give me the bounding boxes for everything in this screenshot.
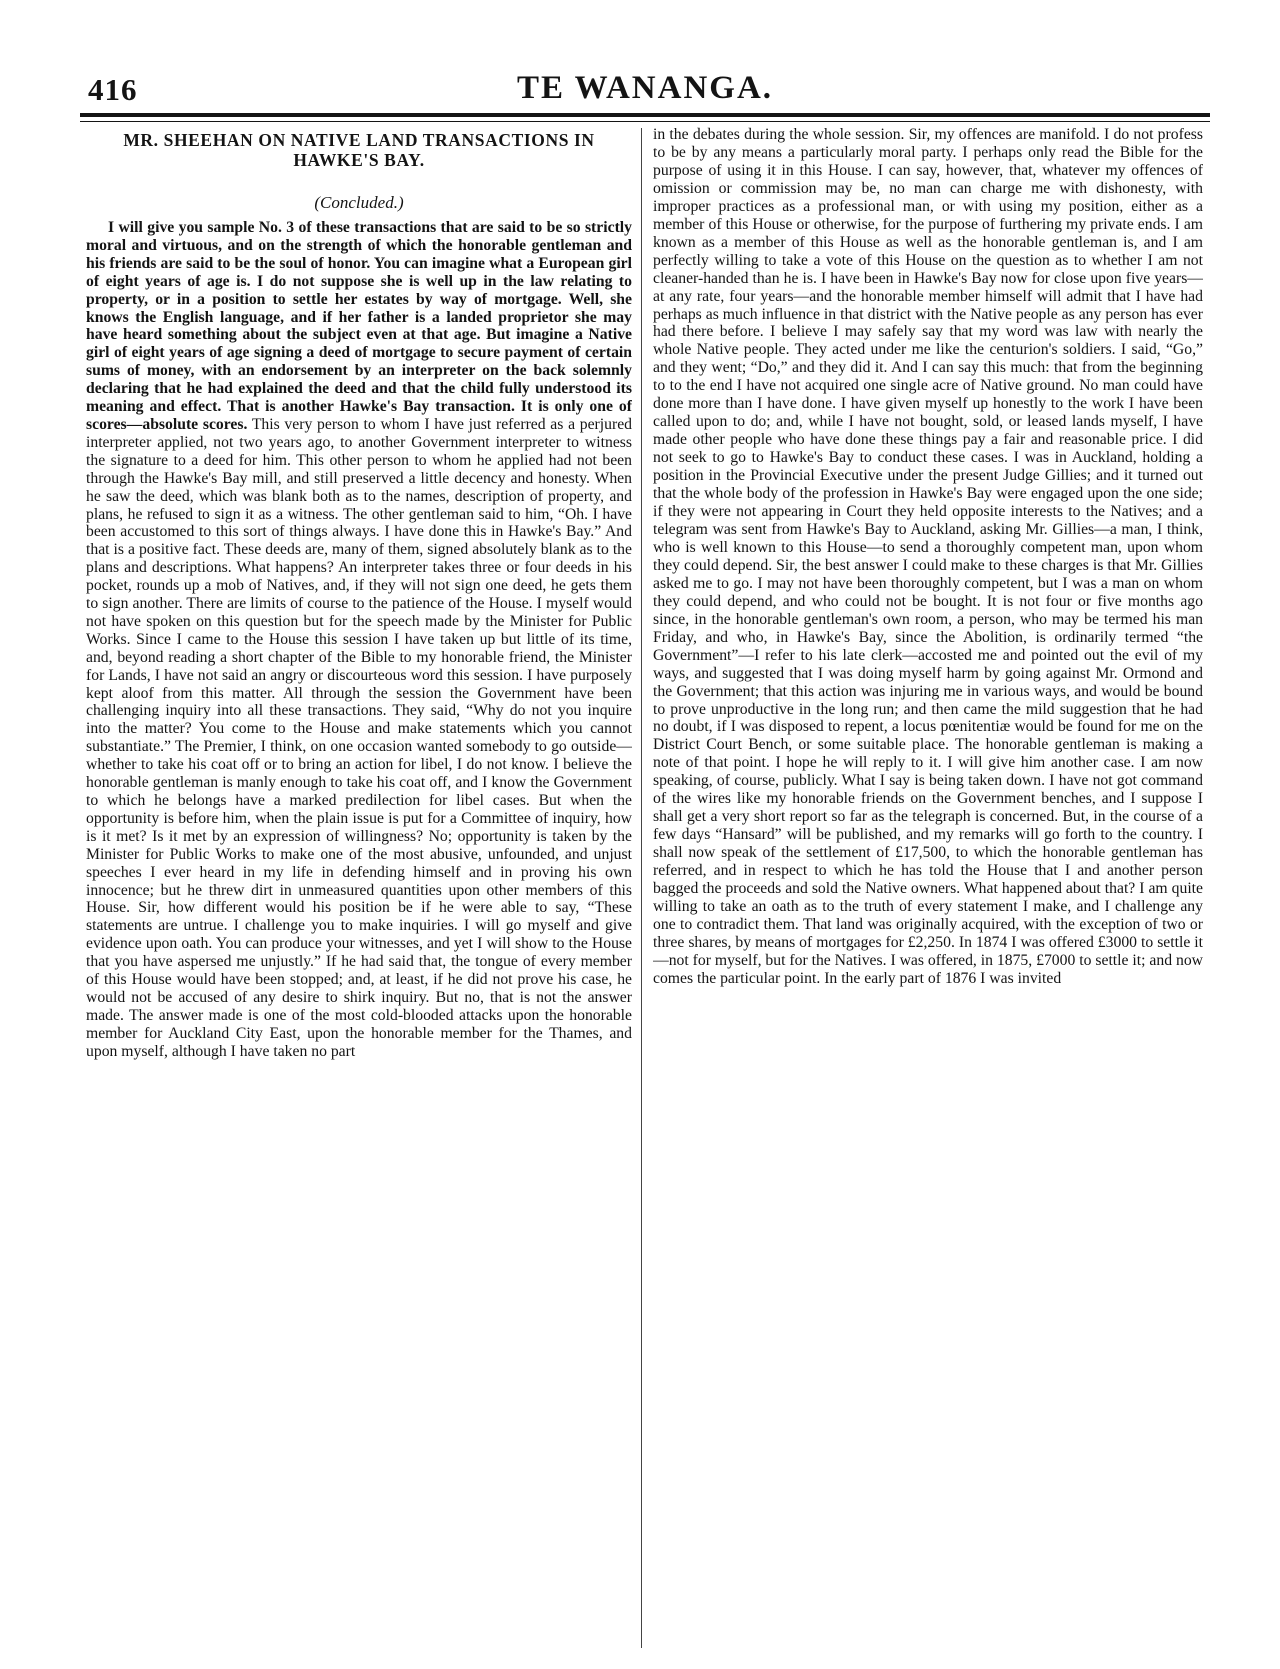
page-number: 416 <box>88 72 138 107</box>
article-lead-paragraph: I will give you sample No. 3 of these transactions that are said to be so strictly moral and virtuous, and on the strength of which the honorable gentleman and his friends are said to be the soul of honor. You can imagine what a European girl of eight years of age is. I do not suppose she is well up in the law relating to property, or in a position to settle her estates by way of mortgage. Well, she knows the English language, and if her father is a landed proprietor she may have heard something about the subject even at that age. But imagine a Native girl of eight years of age signing a deed of mortgage to secure payment of certain sums of money, with an endorsement by an interpreter on the back solemnly declaring that he had explained the deed and that the child fully understood its meaning and effect. That is another Hawke's Bay transaction. It is only one of scores—absolute scores. <box>86 219 632 433</box>
article-column-right <box>653 126 1203 1656</box>
article-subhead: (Concluded.) <box>314 193 404 212</box>
article-continuation-left: This very person to whom I have just referred as a perjured interpreter applied, not two years ago, to another Government interpreter to witness the signature to a deed for him. This other person to whom he applied had not been through the Hawke's Bay mill, and still preserved a little decency and honesty. When he saw the deed, which was blank both as to the names, description of property, and plans, he refused to sign it as a witness. The other gentleman said to him, “Oh. I have been accustomed to this sort of things always. I have done this in Hawke's Bay.” And that is a positive fact. These deeds are, many of them, signed absolutely blank as to the plans and descriptions. What happens? An interpreter takes three or four deeds in his pocket, rounds up a mob of Natives, and, if they will not sign one deed, he gets them to sign another. There are limits of course to the patience of the House. I myself would not have spoken on this question but for the speech made by the Minister for Public Works. Since I came to the House this session I have taken up but little of its time, and, beyond reading a short chapter of the Bible to my honorable friend, the Minister for Lands, I have not said an angry or discourteous word this session. I have purposely kept aloof from this matter. All through the session the Government have been challenging inquiry into all these transactions. They said, “Why do not you inquire into the matter? You come to the House and make statements which you cannot substantiate.” The Premier, I think, on one occasion wanted somebody to go outside—whether to take his coat off or to bring an action for libel, I do not know. I believe the honorable gentleman is manly enough to take his coat off, and I know the Government to which he belongs have a marked predilection for libel cases. But when the opportunity is before him, when the plain issue is put for a Committee of inquiry, how is it met? Is it met by an expression of willingness? No; opportunity is taken by the Minister for Public Works to make one of the most abusive, unfounded, and unjust speeches I ever heard in my life in defending himself and in proving his own innocence; but he threw dirt in unmeasured quantities upon other members of this House. Sir, how different would his position be if he were able to say, “These statements are untrue. I challenge you to make inquiries. I will go myself and give evidence upon oath. You can produce your witnesses, and yet I will show to the House that you have aspersed me unjustly.” If he had said that, the tongue of every member of this House would have been stopped; and, at least, if he did not prove his case, he would not be accused of any desire to shirk inquiry. But no, that is not the answer made. The answer made is one of the most cold-blooded attacks upon the honorable member for Auckland City East, upon the honorable member for the Thames, and upon myself, although I have taken no part <box>86 415 632 1060</box>
article-headline: MR. SHEEHAN ON NATIVE LAND TRANSACTIONS IN HAWKE'S BAY. <box>123 130 595 170</box>
column-divider <box>641 128 642 1648</box>
article-body-right: in the debates during the whole session. Sir, my offences are manifold. I do not profess to be by any means a particularly moral party. I perhaps only read the Bible for the purpose of using it in this House. I can say, however, that, whatever my offences of omission or commission may be, no man can charge me with dishonesty, with improper practices as a professional man, or with using my position, either as a member of this House or otherwise, for the purpose of furthering my private ends. I am known as a member of this House as well as the honorable gentleman is, and I am perfectly willing to take a vote of this House on the question as to whether I am not cleaner-handed than he is. I have been in Hawke's Bay now for close upon five years—at any rate, four years—and the honorable member himself will admit that I have had perhaps as much influence in that district with the Native people as any person has ever had there before. I believe I may safely say that my word was law with nearly the whole Native people. They acted under me like the centurion's soldiers. I said, “Go,” and they went; “Do,” and they did it. And I can say this much: that from the beginning to to the end I have not acquired one single acre of Native ground. No man could have done more than I have done. I have given myself up honestly to the work I have been called upon to do; and, while I have not bought, sold, or leased lands myself, I have made other people who have done these things pay a fair and reasonable price. I did not seek to go to Hawke's Bay to conduct these cases. I was in Auckland, holding a position in the Provincial Executive under the present Judge Gillies; and it turned out that the whole body of the profession in Hawke's Bay were engaged upon the one side; if they were not appearing in Court they held opposite interests to the Natives; and a telegram was sent from Hawke's Bay to Auckland, asking Mr. Gillies—a man, I think, who is well known to this House—to send a thoroughly competent man, upon whom they could depend. Sir, the best answer I could make to these charges is that Mr. Gillies asked me to go. I may not have been thoroughly competent, but I was a man on whom they could depend, and who could not be bought. It is not four or five months ago since, in the honorable gentleman's own room, a person, who may be termed his man Friday, and who, in Hawke's Bay, since the Abolition, is ordinarily termed “the Government”—I refer to his late clerk—accosted me and pointed out the evil of my ways, and suggested that I was doing myself harm by going against Mr. Ormond and the Government; that this action was injuring me in various ways, and would be bound to prove unproductive in the long run; and then came the mild suggestion that he had no doubt, if I was disposed to repent, a locus pœnitentiæ would be found for me on the District Court Bench, or some suitable place. The honorable gentleman is making a note of that point. I hope he will reply to it. I will give him another case. I am now speaking, of course, publicly. What I say is being taken down. I have not got command of the wires like my honorable friends on the Government benches, and I suppose I shall get a very short report so far as the telegraph is concerned. But, in the course of a few days “Hansard” will be published, and my remarks will go forth to the country. I shall now speak of the settlement of £17,500, to which the honorable gentleman has referred, and in respect to which he has told the House that I and another person bagged the proceeds and sold the Native owners. What happened about that? I am quite willing to take an oath as to the truth of every statement I make, and I challenge any one to contradict them. That land was originally acquired, with the exception of two or three shares, by means of mortgages for £2,250. In 1874 I was offered £3000 to settle it—not for myself, but for the Natives. I was offered, in 1875, £7000 to settle it; and now comes the particular point. In the early part of 1876 I was invited <box>653 126 1203 987</box>
masthead-title: TE WANANGA. <box>516 70 774 106</box>
article-column-left <box>86 126 632 1656</box>
header-rule-thick <box>80 113 1210 117</box>
article-body-left <box>86 219 632 1061</box>
page-header <box>80 68 1210 110</box>
header-rule-thin <box>80 121 1210 122</box>
